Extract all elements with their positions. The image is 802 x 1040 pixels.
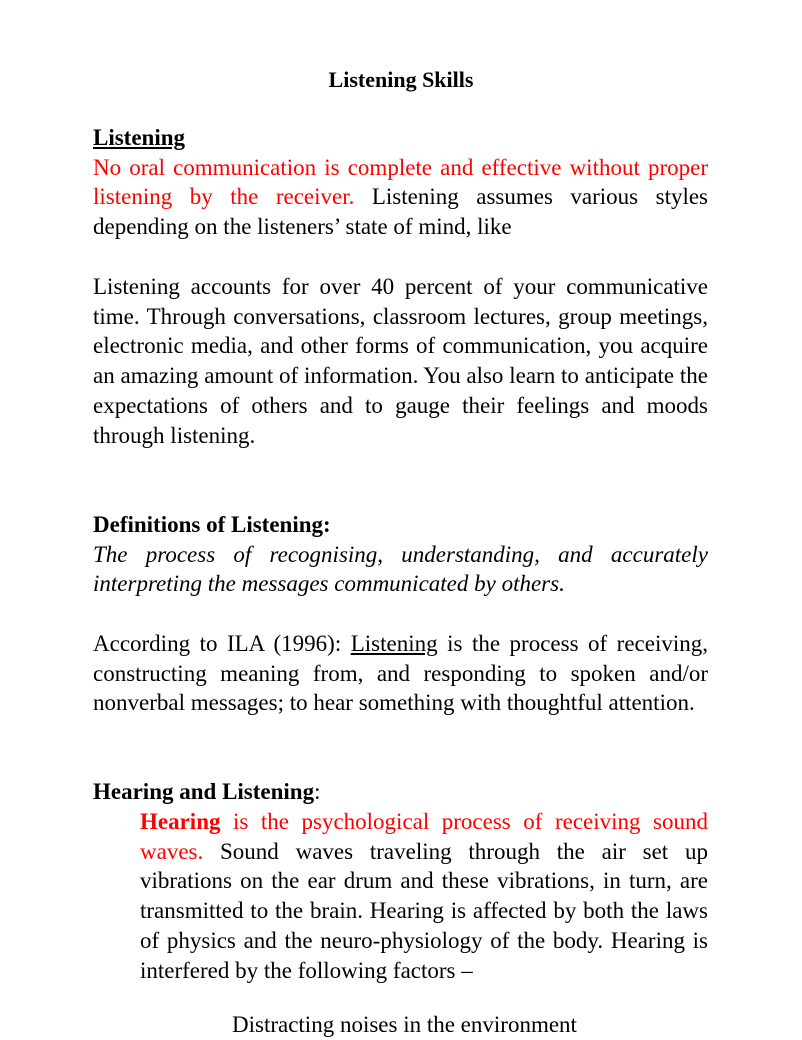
- ila-prefix: According to ILA (1996):: [93, 631, 351, 656]
- ila-underlined-word: Listening: [350, 631, 438, 656]
- hearing-paragraph: [140, 807, 708, 985]
- definitions-heading: Definitions of Listening:: [93, 512, 331, 537]
- definitions-section: [93, 510, 708, 599]
- hearing-bold-word: Hearing: [140, 809, 221, 834]
- hearing-continued-text: Sound waves traveling through the air set up vibrations on the ear drum and these vibrations, in turn, are transmitted to the brain. Hearing is affected by both the laws of physics and the neuro-physiology of the body. Hearing is interfered by the following factors –: [140, 838, 708, 983]
- definition-text: The process of recognising, understanding, and accurately interpreting the messages communicated by others.: [93, 541, 708, 597]
- listening-section: [93, 123, 708, 242]
- listening-time-paragraph: Listening accounts for over 40 percent of your communicative time. Through conversations, classroom lectures, group meetings, electronic media, and other forms of communication, you acquire an amazing amount of information. You also learn to anticipate the expectations of others and to gauge their feelings and moods through listening.: [93, 274, 708, 448]
- hearing-heading: Hearing and Listening: [93, 779, 315, 804]
- hearing-factor-item: Distracting noises in the environment: [232, 1012, 577, 1037]
- document-title: Listening Skills: [328, 67, 474, 92]
- listening-continued-text: Listening assumes various styles depending on the listeners’ state of mind, like: [93, 184, 709, 240]
- ila-definition-paragraph: [93, 629, 708, 718]
- hearing-heading-colon: :: [314, 779, 321, 804]
- listening-heading: Listening: [93, 125, 186, 150]
- hearing-heading-line: [93, 777, 708, 807]
- ila-suffix: is the process of receiving, constructing meaning from, and responding to spoken and/or nonverbal messages; to hear something with thoughtful attention.: [93, 631, 708, 716]
- hearing-red-text: is the psychological process of receiving sound waves.: [140, 809, 708, 864]
- listening-red-text: No oral communication is complete and effective without proper listening by the receiver.: [93, 154, 708, 210]
